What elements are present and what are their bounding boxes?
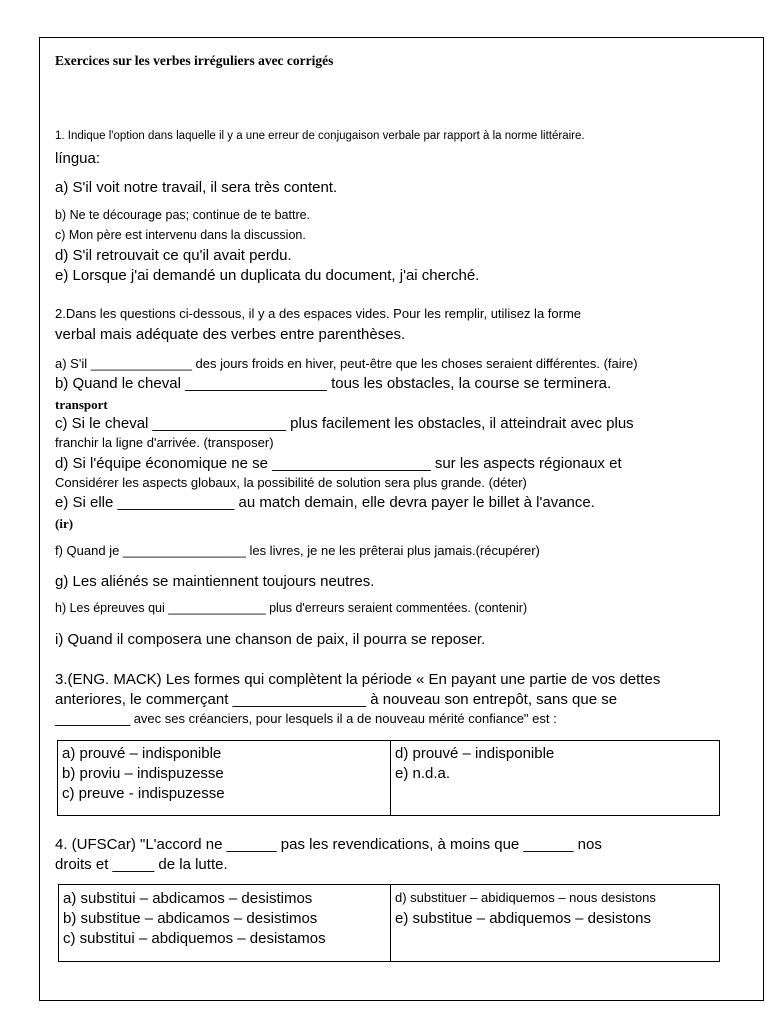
q2-item-e: e) Si elle ______________ au match demain, elle devra payer le billet à l'avance. — [55, 494, 595, 511]
q1-option-e: e) Lorsque j'ai demandé un duplicata du document, j'ai cherché. — [55, 267, 480, 284]
q2-item-c-line1: c) Si le cheval ________________ plus facilement les obstacles, il atteindrait avec plus — [55, 415, 634, 432]
q2-item-a: a) S'il ______________ des jours froids en hiver, peut-être que les choses seraient différentes. (faire) — [55, 356, 638, 371]
q2-prompt-line2: verbal mais adéquate des verbes entre parenthèses. — [55, 326, 406, 343]
q4-options-table — [58, 884, 720, 962]
q3-blank: _________ — [55, 710, 131, 727]
q2-item-f: f) Quand je _________________ les livres, je ne les prêterai plus jamais.(récupérer) — [55, 543, 540, 558]
q2-item-d-line2: Considérer les aspects globaux, la possibilité de solution sera plus grande. (déter) — [55, 475, 527, 490]
q1-option-b: b) Ne te décourage pas; continue de te battre. — [55, 208, 311, 222]
q4-option-b: b) substitue – abdicamos – desistimos — [63, 910, 318, 927]
q3-option-a: a) prouvé – indisponible — [62, 745, 222, 762]
q1-option-d: d) S'il retrouvait ce qu'il avait perdu. — [55, 247, 292, 264]
q4-option-c: c) substitui – abdiquemos – desistamos — [63, 930, 326, 947]
q2-item-b-note: transport — [55, 397, 108, 412]
document-title: Exercices sur les verbes irréguliers avec corrigés — [55, 53, 334, 68]
q2-item-d-line1: d) Si l'équipe économique ne se ___________________ sur les aspects régionaux et — [55, 455, 622, 472]
q1-option-c: c) Mon père est intervenu dans la discussion. — [55, 228, 306, 242]
q4-option-d: d) substituer – abidiquemos – nous desistons — [395, 890, 656, 905]
q2-item-h: h) Les épreuves qui ______________ plus d'erreurs seraient commentées. (contenir) — [55, 601, 528, 615]
q3-option-b: b) proviu – indispuzesse — [62, 765, 224, 782]
q3-option-c: c) preuve - indispuzesse — [62, 785, 225, 802]
q3-options-table — [57, 740, 720, 816]
q4-option-a: a) substitui – abdicamos – desistimos — [63, 890, 313, 907]
q1-prompt: 1. Indique l'option dans laquelle il y a une erreur de conjugaison verbale par rapport à la norme littéraire. — [55, 130, 585, 142]
q1-option-a: a) S'il voit notre travail, il sera très content. — [55, 179, 338, 196]
q2-item-c-line2: franchir la ligne d'arrivée. (transposer) — [55, 435, 274, 450]
q2-item-g: g) Les aliénés se maintiennent toujours neutres. — [55, 573, 375, 590]
q4-options-left — [59, 885, 390, 961]
q3-option-e: e) n.d.a. — [395, 765, 451, 782]
q2-item-b: b) Quand le cheval _________________ tous les obstacles, la course se terminera. — [55, 375, 612, 392]
q3-prompt-line2: anteriores, le commerçant ________________ à nouveau son entrepôt, sans que se — [55, 691, 618, 708]
q2-prompt-line1: 2.Dans les questions ci-dessous, il y a des espaces vides. Pour les remplir, utilisez la forme — [55, 306, 582, 321]
q3-prompt-line3-text: avec ses créanciers, pour lesquels il a de nouveau mérité confiance" est : — [130, 711, 557, 726]
q4-options-right — [391, 885, 719, 961]
q3-option-d: d) prouvé – indisponible — [395, 745, 555, 762]
q2-item-i: i) Quand il composera une chanson de paix, il pourra se reposer. — [55, 631, 486, 648]
q3-prompt-line1: 3.(ENG. MACK) Les formes qui complètent la période « En payant une partie de vos dettes — [55, 671, 661, 688]
q3-options-left — [58, 741, 390, 815]
q4-option-e: e) substitue – abdiquemos – desistons — [395, 910, 651, 927]
q4-prompt-line2: droits et _____ de la lutte. — [55, 856, 228, 873]
q2-item-e-note: (ir) — [55, 516, 74, 531]
q1-prompt-continued: língua: — [55, 150, 101, 167]
q3-prompt-line3 — [55, 711, 557, 727]
q3-options-right — [391, 741, 719, 815]
q4-prompt-line1: 4. (UFSCar) "L'accord ne ______ pas les revendications, à moins que ______ nos — [55, 836, 602, 853]
